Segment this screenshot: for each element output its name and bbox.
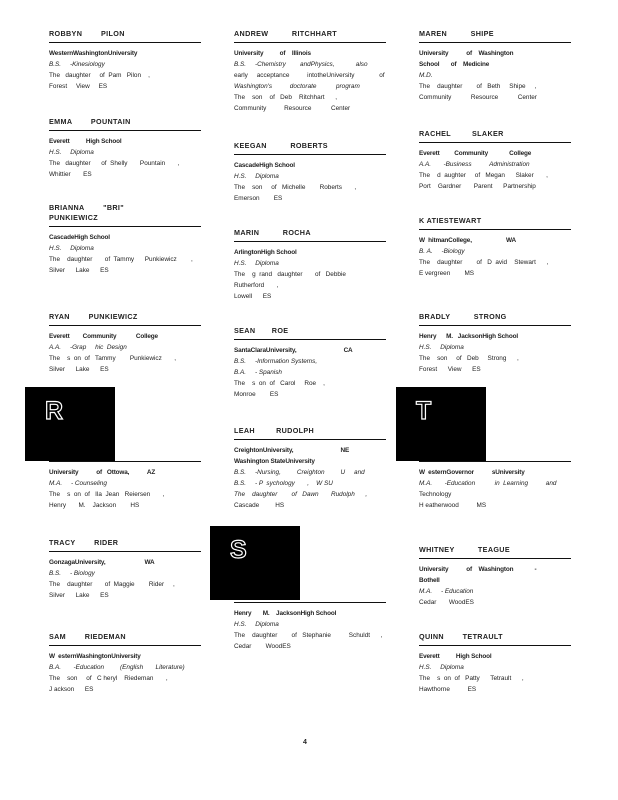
page-number: 4: [303, 739, 307, 746]
entry-parent: The son of Deb Strong ,: [419, 355, 519, 363]
entry-reiersen: [49, 458, 201, 511]
entry-name: KEEGAN ROBERTS: [234, 141, 328, 150]
entry-tracy-rider: [49, 538, 201, 601]
entry-school: Washington StateUniversity: [234, 458, 315, 466]
entry-name: EMMA POUNTAIN: [49, 117, 131, 126]
entry-school: CascadeHigh School: [234, 162, 295, 169]
entry-location: Silver Lake ES: [49, 366, 109, 374]
entry-location: Cedar WoodES: [419, 599, 474, 607]
entry-degree: B.S. - Biology: [49, 570, 95, 578]
entry-rachel-slaker: [419, 129, 571, 192]
entry-school: Henry M. JacksonHigh School: [419, 333, 518, 340]
entry-location: J ackson ES: [49, 686, 94, 694]
entry-name: SEAN ROE: [234, 326, 289, 335]
entry-name: K ATIESTEWART: [419, 216, 482, 225]
entry-name: WHITNEY TEAGUE: [419, 545, 510, 554]
entry-degree: H.S. Diploma: [234, 173, 279, 181]
entry-name: QUINN TETRAULT: [419, 632, 503, 641]
entry-school: Henry M. JacksonHigh School: [234, 610, 337, 617]
divider: [49, 226, 201, 227]
entry-parent: The daughter of D avid Stewart ,: [419, 259, 549, 267]
entry-katie-stewart: [419, 216, 571, 279]
entry-parent: The daughter of Beth Shipe ,: [419, 83, 537, 91]
entry-degree: H.S. Diploma: [419, 664, 464, 672]
entry-school: CreightonUniversity, NE: [234, 447, 350, 454]
entry-parent: The son of Michelle Roberts ,: [234, 184, 357, 192]
entry-parent: The s on of Tammy Punkiewicz ,: [49, 355, 177, 363]
entry-school: Everett High School: [49, 138, 122, 145]
entry-location: H eatherwood MS: [419, 502, 487, 510]
entry-keegan-roberts: [234, 141, 386, 204]
entry-name: RACHEL SLAKER: [419, 129, 504, 138]
entry-degree: B.A. - Spanish: [234, 369, 282, 377]
divider: [419, 42, 571, 43]
entry-location: Community Resource Center: [419, 94, 537, 102]
entry-location: Cedar WoodES: [234, 643, 291, 651]
divider: [49, 325, 201, 326]
entry-emma-pountain: [49, 117, 201, 180]
entry-school: W esternGovernor sUniversity: [419, 469, 525, 476]
entry-degree: B. A. -Biology: [419, 248, 465, 256]
entry-school: Everett Community College: [419, 150, 532, 157]
entry-parent: The son of Deb Ritchhart ,: [234, 94, 338, 102]
entry-degree: B.S. -Nursing, Creighton U and: [234, 469, 365, 477]
entry-location: Monroe ES: [234, 391, 279, 399]
divider: [234, 339, 386, 340]
entry-name: SAM RIEDEMAN: [49, 632, 126, 641]
entry-location: Lowell ES: [234, 293, 272, 301]
entry-note: Washington's doctorate program: [234, 83, 360, 91]
entry-sam-riedeman: [49, 632, 201, 695]
entry-location: Hawthorne ES: [419, 686, 477, 694]
entry-school: University of Illinois: [234, 50, 311, 57]
entry-whitney-teague: [419, 545, 571, 608]
entry-degree: A.A. -Grap hic Design: [49, 344, 127, 352]
entry-school: W hitmanCollege, WA: [419, 237, 516, 244]
letter-s: S: [230, 536, 247, 564]
divider: [419, 142, 571, 143]
entry-location: Silver Lake ES: [49, 592, 109, 600]
entry-location: Forest View ES: [419, 366, 481, 374]
entry-degree: H.S. Diploma: [419, 344, 464, 352]
divider: [49, 130, 201, 131]
entry-parent: The daughter of Stephanie Schuldt ,: [234, 632, 383, 640]
entry-degree: B.S. -Kinesiology: [49, 61, 105, 69]
divider: [419, 229, 571, 230]
entry-school: GonzagaUniversity, WA: [49, 559, 155, 566]
letter-tab-s: [210, 526, 300, 600]
entry-ryan-punkiewicz: [49, 312, 201, 375]
entry-location: Henry M. Jackson HS: [49, 502, 140, 510]
entry-location: Port Gardner Parent Partnership: [419, 183, 536, 191]
entry-name: TRACY RIDER: [49, 538, 119, 547]
entry-name: MARIN ROCHA: [234, 228, 311, 237]
entry-location: Community Resource Center: [234, 105, 351, 113]
entry-degree: M.A. - Counseling: [49, 480, 107, 488]
entry-degree: B.A. -Education (English Literature): [49, 664, 185, 672]
entry-parent: The daughter of Dawn Rudolph ,: [234, 491, 368, 499]
divider: [234, 439, 386, 440]
entry-degree: M.A. - Education: [419, 588, 474, 596]
divider: [234, 42, 386, 43]
entry-degree: H.S. Diploma: [234, 260, 279, 268]
entry-maren-shipe: [419, 29, 571, 103]
entry-degree: M.D.: [419, 72, 433, 80]
entry-parent: The s on of Ila Jean Reiersen ,: [49, 491, 165, 499]
entry-degree: B.S. - P sychology , W SU: [234, 480, 333, 488]
entry-location: Whittier ES: [49, 171, 92, 179]
entry-parent: The daughter of Maggie Rider ,: [49, 581, 175, 589]
entry-name: RYAN PUNKIEWICZ: [49, 312, 138, 321]
entry-school: Bothell: [419, 577, 440, 585]
divider: [419, 461, 571, 462]
divider: [49, 551, 201, 552]
entry-location: Cascade HS: [234, 502, 285, 510]
divider: [234, 241, 386, 242]
entry-degree: H.S. Diploma: [49, 245, 94, 253]
entry-name: MAREN SHIPE: [419, 29, 494, 38]
entry-parent: The g rand daughter of Debbie: [234, 271, 346, 279]
divider: [419, 558, 571, 559]
entry-degree: H.S. Diploma: [49, 149, 94, 157]
entry-degree: H.S. Diploma: [234, 621, 279, 629]
entry-location: Emerson ES: [234, 195, 283, 203]
entry-parent: The son of C heryl Riedeman ,: [49, 675, 168, 683]
entry-school: Everett Community College: [49, 333, 158, 340]
entry-school: CascadeHigh School: [49, 234, 110, 241]
entry-bradly-strong: [419, 312, 571, 375]
letter-tab-t: [396, 387, 486, 461]
entry-degree: B.S. -Chemistry andPhysics, also: [234, 61, 368, 69]
divider: [419, 325, 571, 326]
entry-brianna-punkiewicz: [49, 203, 201, 276]
divider: [234, 602, 386, 603]
entry-leah-rudolph: [234, 426, 386, 512]
entry-heatherwood: [419, 458, 571, 511]
entry-school: University of Washington: [419, 50, 514, 57]
entry-note: early acceptance intotheUniversity of: [234, 72, 385, 80]
entry-name: ANDREW RITCHHART: [234, 29, 337, 38]
divider: [49, 461, 201, 462]
entry-school: University of Ottowa, AZ: [49, 469, 156, 476]
entry-school: University of Washington -: [419, 566, 537, 573]
entry-school: School of Medicine: [419, 61, 490, 69]
divider: [49, 645, 201, 646]
entry-name: LEAH RUDOLPH: [234, 426, 315, 435]
divider: [419, 645, 571, 646]
entry-sean-roe: [234, 326, 386, 400]
entry-parent: The s on of Carol Roe ,: [234, 380, 325, 388]
entry-parent: The daughter of Shelly Pountain ,: [49, 160, 180, 168]
entry-location: Silver Lake ES: [49, 267, 109, 275]
entry-name: ROBBYN PILON: [49, 29, 125, 38]
entry-school: Everett High School: [419, 653, 492, 660]
divider: [49, 42, 201, 43]
entry-name: BRADLY STRONG: [419, 312, 507, 321]
entry-parent: The s on of Patty Tetrault ,: [419, 675, 524, 683]
letter-tab-r: [25, 387, 115, 461]
entry-location: Forest View ES: [49, 83, 108, 91]
letter-t: T: [416, 397, 432, 425]
entry-andrew-ritchhart: [234, 29, 386, 115]
entry-degree: M.A. -Education in Learning and: [419, 480, 557, 488]
entry-location: E vergreen MS: [419, 270, 475, 278]
entry-degree: B.S. -Information Systems,: [234, 358, 318, 366]
entry-schuldt: [234, 599, 386, 652]
entry-school: WesternWashingtonUniversity: [49, 50, 138, 57]
entry-school: W esternWashingtonUniversity: [49, 653, 141, 660]
entry-parent: The daughter of Tammy Punkiewicz ,: [49, 256, 193, 264]
entry-degree: A.A. -Business Administration: [419, 161, 530, 169]
entry-parent: The d aughter of Megan Slaker ,: [419, 172, 548, 180]
entry-parent: The daughter of Pam Pilon ,: [49, 72, 150, 80]
entry-degree: Technology: [419, 491, 452, 499]
entry-school: SantaClaraUniversity, CA: [234, 347, 353, 354]
entry-quinn-tetrault: [419, 632, 571, 695]
entry-marin-rocha: [234, 228, 386, 302]
letter-r: R: [45, 397, 64, 425]
entry-parent: Rutherford ,: [234, 282, 279, 290]
entry-robbyn-pilon: [49, 29, 201, 92]
entry-name: BRIANNA "BRI" PUNKIEWICZ: [49, 203, 125, 222]
divider: [234, 154, 386, 155]
entry-school: ArlingtonHigh School: [234, 249, 297, 256]
